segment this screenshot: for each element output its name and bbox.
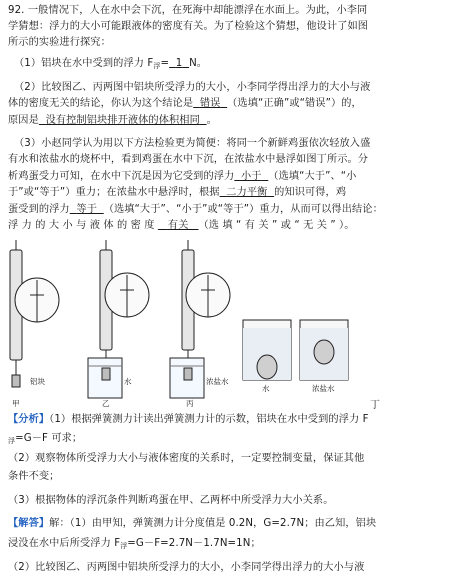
- problem-line-3: 所示的实验进行探究：: [8, 37, 111, 48]
- analysis-line-4: 条件不变；: [8, 471, 60, 482]
- question-2-line-2: 体的密度无关的结论，你认为这个结论是 错误 （选填“正确”或“错误”）的，: [8, 98, 362, 109]
- solution-line-2: 浸没在水中后所受浮力 F浮=G－F=2.7N－1.7N=1N；: [8, 538, 261, 550]
- answer-blank-3: 没有控制铝块排开液体的体积相同: [45, 115, 200, 126]
- answer-blank-2: 错误: [199, 98, 221, 109]
- caption-jia: 甲: [12, 399, 20, 408]
- question-3-line-6: 浮 力 的 大 小 与 液 体 的 密 度 有关 （选 填 “ 有 关 ” 或 “ 无 关 ” ）。: [8, 220, 355, 231]
- question-2-line-1: （2）比较图乙、丙两图中铝块所受浮力的大小，小李同学得出浮力的大小与液: [14, 82, 371, 93]
- caption-yi: 乙: [102, 399, 110, 408]
- spring-scale-jia: [10, 240, 59, 387]
- answer-blank-1: 1: [175, 58, 183, 69]
- label-salt-water-bing: 浓盐水: [206, 377, 229, 386]
- problem-line-1: 92. 一般情况下，人在水中会下沉，在死海中却能漂浮在水面上。为此，小李同: [8, 5, 368, 16]
- question-1: （1）铝块在水中受到的浮力 F浮= 1 N。: [14, 58, 208, 70]
- beaker-salt-water: [300, 320, 348, 380]
- label-water-yi: 水: [124, 377, 132, 386]
- spring-scale-yi: [88, 240, 149, 398]
- analysis-line-2: 浮=G－F 可求；: [8, 433, 83, 445]
- question-3-line-4: 于”或“等于”）重力；在浓盐水中悬浮时，根据 二力平衡 的知识可得，鸡: [8, 187, 347, 198]
- answer-blank-5: 二力平衡: [226, 187, 268, 198]
- label-salt-water-ding: 浓盐水: [312, 384, 335, 393]
- solution-line-1: 【解答】解：（1）由甲知，弹簧测力计分度值是 0.2N，G=2.7N；由乙知，铝块: [8, 518, 377, 529]
- solution-line-3: （2）比较图乙、丙两图中铝块所受浮力的大小，小李同学得出浮力的大小与液: [8, 562, 365, 573]
- question-3-line-2: 有水和浓盐水的烧杯中，看到鸡蛋在水中下沉，在浓盐水中悬浮如图丁所示。分: [8, 154, 369, 165]
- question-2-line-3: 原因是 没有控制铝块排开液体的体积相同 。: [8, 115, 217, 126]
- answer-blank-4: 小于: [241, 171, 262, 182]
- caption-bing: 丙: [186, 399, 194, 408]
- analysis-tag: 【分析】: [8, 414, 50, 425]
- analysis-line-5: （3）根据物体的浮沉条件判断鸡蛋在甲、乙两杯中所受浮力大小关系。: [8, 495, 334, 506]
- question-3-line-1: （3）小赵同学认为用以下方法检验更为简便：将同一个新鲜鸡蛋依次轻放入盛: [14, 138, 371, 149]
- label-water-ding: 水: [262, 384, 270, 393]
- beaker-water: [243, 320, 291, 380]
- spring-scale-bing: [170, 240, 230, 398]
- answer-blank-7: 有关: [167, 220, 189, 231]
- solution-tag: 【解答】: [8, 518, 50, 529]
- analysis-line-3: （2）观察物体所受浮力大小与液体密度的关系时，一定要控制变量，保证其他: [8, 453, 365, 464]
- question-3-line-3: 析鸡蛋受力可知，在水中下沉是因为它受到的浮力 小于 （选填“大于”、“小: [8, 171, 357, 182]
- problem-line-2: 学猜想：浮力的大小可能跟液体的密度有关。为了检验这个猜想，他设计了如图: [8, 21, 369, 32]
- caption-ding: 丁: [370, 400, 380, 411]
- answer-blank-6: 等于: [76, 204, 97, 215]
- analysis-line-1: 【分析】（1）根据弹簧测力计读出弹簧测力计的示数，铝块在水中受到的浮力 F: [8, 414, 369, 425]
- label-aluminum-block: 铝块: [30, 377, 45, 386]
- question-3-line-5: 蛋受到的浮力 等于 （选填“大于”、“小于”或“等于”）重力，从而可以得出结论：: [8, 204, 383, 215]
